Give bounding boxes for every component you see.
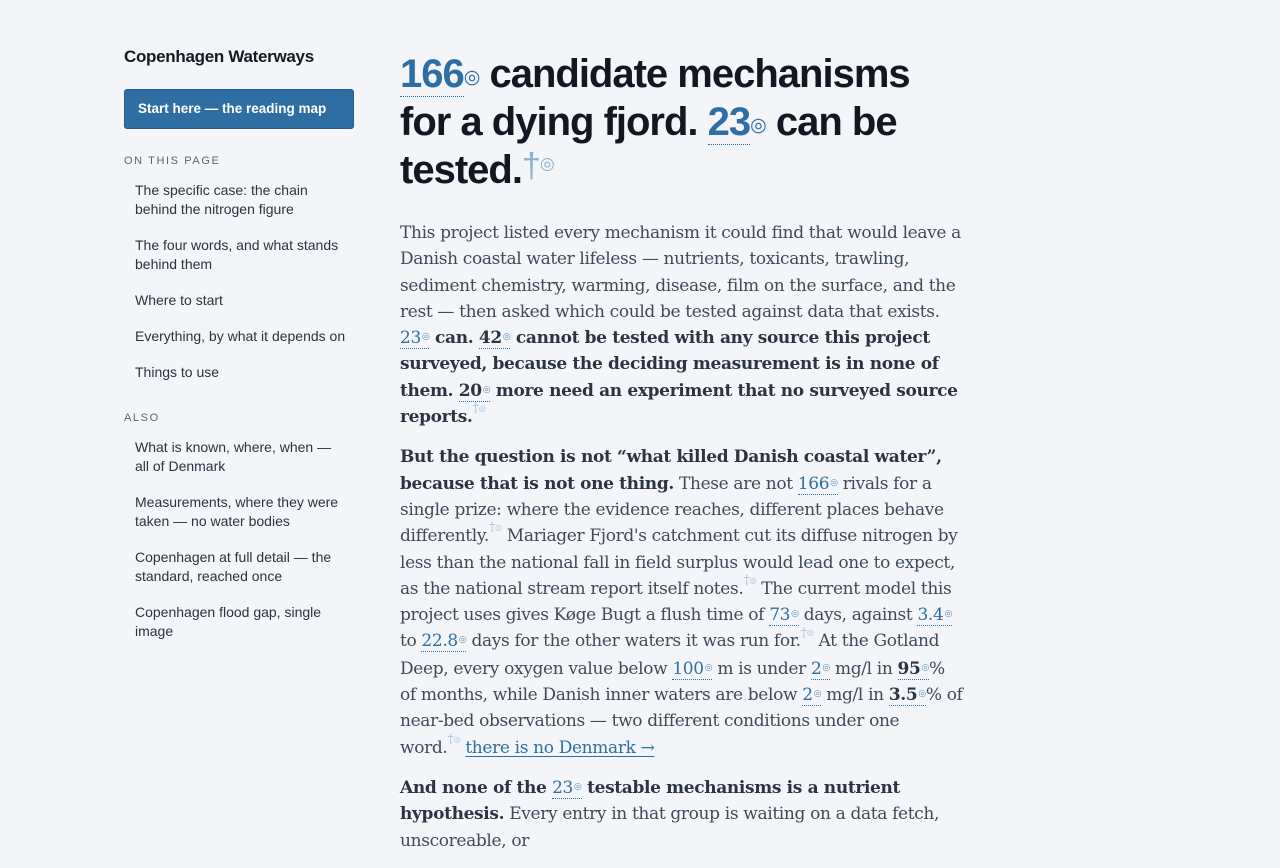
dagger-footnote-icon[interactable]: †◎ (447, 731, 461, 747)
reference-icon: ◎ (458, 635, 467, 646)
also-label: ALSO (124, 412, 160, 424)
second-paragraph: But the question is not “what killed Danish coastal water”, because that is not one thing. These are not 166◎ rivals for a single prize: where the evidence reaches, different places behave differently.†◎ Mariager Fjord's catchment cut its diffuse nitrogen by less than the national fall in field surplus would lead one to expect, as the national stream report itself notes.†◎ The current model this project uses gives Køge Bugt a flush time of 73◎ days, against 3.4◎ to 22.8◎ days for the other waters it was run for.†◎ At the Gotland Deep, every oxygen value below 100◎ m is under 2◎ mg/l in 95◎% of months, while Danish inner waters are below 2◎ mg/l in 3.5◎% of near-bed observations — two different conditions under one word.†◎ there is no Denmark → (400, 447, 963, 758)
dagger-footnote-icon[interactable]: †◎ (800, 626, 814, 642)
value-percent-nearbed[interactable]: 3.5◎ (888, 685, 926, 706)
on-this-page-nav (124, 181, 354, 382)
value-oxygen-danish[interactable]: 2◎ (802, 685, 822, 706)
reference-icon: ◎ (482, 384, 491, 395)
sidebar (124, 47, 354, 658)
reference-icon: ◎ (921, 662, 930, 673)
reference-icon: ◎ (830, 477, 838, 488)
also-item-flood-gap[interactable]: Copenhagen flood gap, single image (135, 604, 322, 639)
on-this-page-label: ON THIS PAGE (124, 155, 221, 167)
headline-text-1: candidate mechanisms for a dying fjord. (400, 52, 910, 144)
count-untestable[interactable]: 42◎ (478, 328, 511, 349)
value-koge-flush[interactable]: 73◎ (769, 605, 799, 626)
reference-icon[interactable]: ◎ (750, 115, 766, 136)
reference-icon: ◎ (502, 332, 511, 343)
dagger-footnote-icon[interactable]: †◎ (488, 520, 502, 536)
nav-item-everything[interactable]: Everything, by what it depends on (135, 328, 346, 344)
value-flush-max[interactable]: 22.8◎ (421, 631, 467, 652)
value-oxygen-gotland[interactable]: 2◎ (810, 658, 830, 679)
value-flush-min[interactable]: 3.4◎ (917, 605, 952, 626)
reference-icon: ◎ (822, 662, 830, 673)
third-paragraph: And none of the 23◎ testable mechanisms is a nutrient hypothesis. Every entry in that group is waiting on a data fetch, unscoreable, or (400, 777, 940, 851)
also-item-copenhagen-full-detail[interactable]: Copenhagen at full detail — the standard, reached once (135, 549, 332, 584)
main-content (400, 50, 964, 868)
reading-map-button[interactable]: Start here — the reading map (124, 89, 354, 129)
reference-icon: ◎ (421, 332, 430, 343)
count-experiment[interactable]: 20◎ (458, 380, 491, 401)
reference-icon: ◎ (813, 689, 822, 700)
count-testable[interactable]: 23◎ (400, 328, 430, 349)
headline-count-testable[interactable]: 23 (707, 100, 751, 144)
dagger-footnote-icon[interactable]: †◎ (521, 147, 554, 185)
value-depth[interactable]: 100◎ (672, 658, 713, 679)
also-nav (124, 438, 354, 641)
nav-item-things-to-use[interactable]: Things to use (135, 364, 220, 380)
site-title[interactable]: Copenhagen Waterways (124, 47, 314, 66)
no-denmark-link[interactable]: there is no Denmark → (465, 737, 655, 758)
value-percent-months[interactable]: 95◎ (897, 658, 930, 679)
reference-icon[interactable]: ◎ (463, 67, 480, 88)
headline-text-2: can be tested. (400, 100, 897, 192)
reference-icon: ◎ (944, 609, 952, 620)
page-title (400, 50, 964, 194)
dagger-footnote-icon[interactable]: †◎ (743, 572, 757, 588)
reference-icon: ◎ (918, 689, 926, 700)
reference-icon: ◎ (704, 662, 713, 673)
count-testable[interactable]: 23◎ (552, 777, 582, 798)
count-candidates[interactable]: 166◎ (797, 473, 838, 494)
intro-paragraph: This project listed every mechanism it could find that would leave a Danish coastal water lifeless — nutrients, toxicants, trawling, sediment chemistry, warming, disease, film on the surface, and the rest — then asked which could be tested against data that exists. 23◎ can. 42◎ cannot be tested with any source this project surveyed, because the deciding measurement is in none of them. 20◎ more need an experiment that no surveyed source reports.†◎ (400, 223, 961, 428)
headline-count-candidates[interactable]: 166 (400, 52, 464, 96)
nav-item-specific-case[interactable]: The specific case: the chain behind the nitrogen figure (135, 182, 308, 217)
dagger-footnote-icon[interactable]: †◎ (472, 401, 486, 417)
reference-icon: ◎ (791, 609, 799, 620)
also-item-measurements[interactable]: Measurements, where they were taken — no water bodies (135, 494, 339, 529)
reference-icon: ◎ (574, 781, 582, 792)
nav-item-where-to-start[interactable]: Where to start (135, 292, 223, 308)
also-item-what-is-known[interactable]: What is known, where, when — all of Denmark (135, 439, 332, 474)
nav-item-four-words[interactable]: The four words, and what stands behind them (135, 237, 339, 272)
